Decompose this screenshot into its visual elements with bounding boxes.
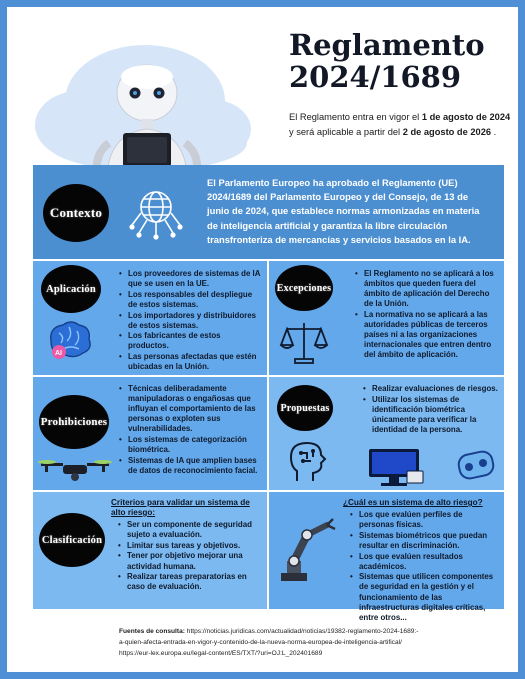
list-item: • Tener por objetivo mejorar una actividad humana. [127, 551, 261, 571]
list-item: • Los importadores y distribuidores de estos sistemas. [128, 311, 263, 331]
scales-icon [279, 317, 329, 367]
list-item: • Limitar sus tareas y objetivos. [127, 541, 261, 551]
computer-icon [367, 447, 427, 487]
propuestas-circle [277, 385, 333, 431]
context-circle [43, 184, 109, 242]
clasificacion-list [111, 520, 261, 592]
intro-part-2: y será aplicable a partir del [289, 126, 403, 137]
list-item: • Los que evalúen perfiles de personas físicas. [359, 510, 499, 530]
page-title [289, 29, 519, 93]
intro-date-2: 2 de agosto de 2026 [402, 126, 492, 137]
title-line-2: 2024/1689 [289, 60, 462, 94]
clasificacion-circle [39, 513, 105, 567]
list-item: • Utilizar los sistemas de identificación biométrica únicamente para verificar la identidad de la persona. [372, 395, 498, 435]
context-text: El Parlamento Europeo ha aprobado el Reglamento (UE) 2024/1689 del Parlamento Europeo y del Consejo, de 13 de junio de 2024, que establece normas armonizadas en materia de inteligencia artificial y garantiza la libre circulación transfronteriza de mercancías y servicios basados en la IA. [207, 177, 480, 245]
aplicacion-list [118, 269, 263, 372]
excepciones-list [354, 269, 498, 360]
svg-text:AI: AI [55, 350, 62, 357]
intro-part-1: El Reglamento entra en vigor el [289, 112, 422, 122]
intro-part-3: . [491, 126, 497, 137]
list-item: • Ser un componente de seguridad sujeto a evaluación. [127, 520, 261, 540]
source-link-1[interactable]: https://noticias.juridicas.com/actualidad/noticias/19382-reglamento-2024-1689:-a-quien-afecta-entrada-en-vigor-y-contenido-de-la-nueva-norma-europea-de-inteligencia-artifical/ [119, 628, 419, 646]
robot-illustration [27, 33, 257, 173]
list-item: • La normativa no se aplicará a las autoridades públicas de terceros países ni a las organizaciones internacionales que entren dentro del ámbito de aplicación. [364, 310, 498, 360]
excepciones-label: Excepciones [276, 282, 332, 294]
propuestas-label: Propuestas [280, 402, 330, 414]
context-label: Contexto [49, 205, 103, 220]
alto-riesgo-content [343, 498, 499, 623]
list-item: • Sistemas que utilicen componentes de seguridad en la gestión y el funcionamiento de las infraestructuras digitales críticas, entre otros... [359, 572, 499, 622]
list-item: • Los responsables del despliegue de estos sistemas. [128, 290, 263, 310]
list-item: • Técnicas deliberadamente manipuladoras o engañosas que influyan el comportamiento de las personas o exploten sus vulnerabilidades. [128, 384, 261, 434]
prohibiciones-list [118, 384, 261, 476]
prohibiciones-list-box [118, 384, 261, 477]
clasificacion-label: Clasificación [41, 534, 103, 546]
list-item: • Realizar evaluaciones de riesgos. [372, 384, 498, 394]
intro-date-1: 1 de agosto de 2024 [421, 112, 511, 122]
intro-text [289, 110, 515, 139]
ai-network-icon [127, 183, 185, 243]
aplicacion-label: Aplicación [46, 283, 96, 295]
list-item: • Los sistemas de categorización biométrica. [128, 435, 261, 455]
list-item: • Sistemas de IA que amplien bases de datos de reconocimiento facial. [128, 456, 261, 476]
clasificacion-content [111, 498, 261, 593]
source-link-2[interactable]: https://eur-lex.europa.eu/legal-content/ES/TXT/?uri=OJ:L_202401689 [119, 650, 323, 657]
prohibiciones-label: Prohibiciones [40, 416, 108, 428]
list-item: • El Reglamento no se aplicará a los ámbitos que queden fuera del ámbito de aplicación del Derecho de la Unión. [364, 269, 498, 309]
list-item: • Las personas afectadas que estén ubicadas en la Unión. [128, 352, 263, 372]
list-item: • Realizar tareas preparatorias en caso de evaluación. [127, 572, 261, 592]
list-item: • Los fabricantes de estos productos. [128, 331, 263, 351]
list-item: • Los que evalúen resultados académicos. [359, 552, 499, 572]
head-circuit-icon [283, 439, 327, 485]
aplicacion-list-box [118, 269, 263, 373]
clasificacion-heading: Criterios para validar un sistema de alto riesgo: [111, 498, 250, 517]
alto-riesgo-heading: ¿Cuál es un sistema de alto riesgo? [343, 498, 483, 507]
excepciones-list-box [354, 269, 498, 361]
alto-riesgo-list [343, 510, 499, 623]
sources-label: Fuentes de consulta: [119, 628, 185, 635]
robot-arm-icon [273, 515, 337, 585]
prohibiciones-circle [39, 395, 109, 449]
excepciones-circle [275, 265, 333, 311]
drone-icon [37, 457, 113, 483]
aplicacion-circle [41, 265, 101, 313]
list-item: • Los proveedores de sistemas de IA que se usen en la UE. [128, 269, 263, 289]
propuestas-list [362, 384, 498, 435]
ai-brain-icon [45, 319, 95, 361]
list-item: • Sistemas biométricos que puedan resultar en discriminación. [359, 531, 499, 551]
title-line-1: Reglamento [289, 28, 485, 62]
sources-block [119, 626, 422, 659]
vr-headset-icon [455, 447, 497, 485]
propuestas-list-box [362, 384, 498, 436]
